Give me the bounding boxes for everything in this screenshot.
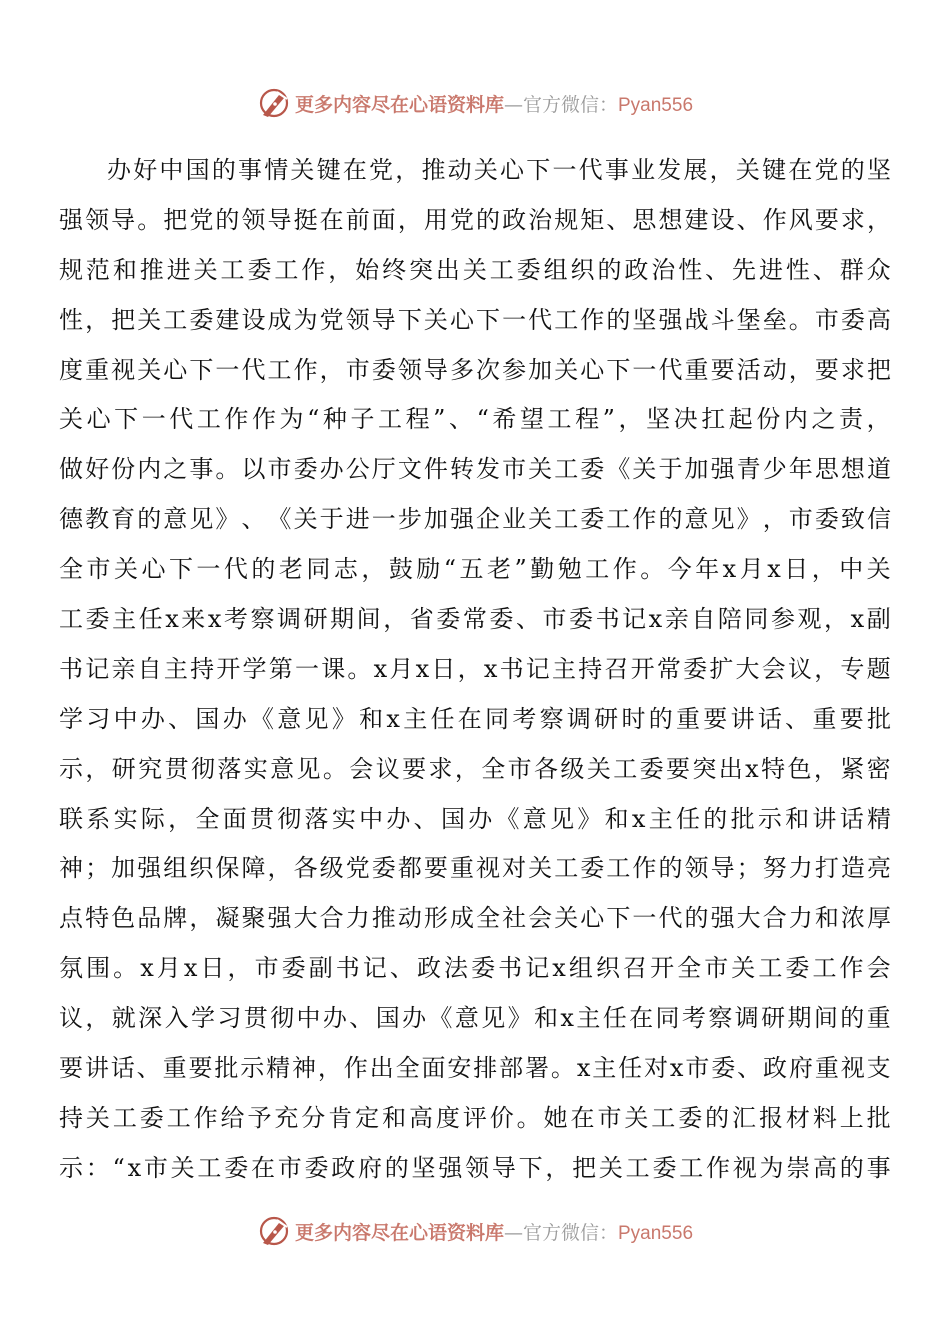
footer-banner-wechat: Pyan556: [618, 1222, 694, 1244]
footer-banner-dash: —: [503, 1221, 523, 1244]
text-line: 办 好 中 国 的 事 情 关 键 在 党 ， 推 动 关 心 下 一 代 事 业 发 展 ， 关 键 在 党 的 坚: [107, 156, 891, 184]
text-line: 氛 围 。 x 月 x 日 ， 市 委 副 书 记 、 政 法 委 书 记 x 组 织 召 开 全 市 关 工 委 工 作 会: [59, 954, 891, 983]
text-line: 工 委 主 任 x 来 x 考 察 调 研 期 间 ， 省 委 常 委 、 市 委 书 记 x 亲 自 陪 同 参 观 ， x 副: [59, 605, 891, 634]
header-banner-text: [295, 90, 693, 117]
text-line: 示 ， 研 究 贯 彻 落 实 意 见 。 会 议 要 求 ， 全 市 各 级 关 工 委 要 突 出 x 特 色 ， 紧 密: [59, 754, 891, 783]
text-line: 度 重 视 关 心 下 一 代 工 作 ， 市 委 领 导 多 次 参 加 关 心 下 一 代 重 要 活 动 ， 要 求 把: [59, 355, 891, 384]
text-line: 神 ； 加 强 组 织 保 障 ， 各 级 党 委 都 要 重 视 对 关 工 委 工 作 的 领 导 ； 努 力 打 造 亮: [59, 854, 891, 883]
text-line: 示 ： “ x 市 关 工 委 在 市 委 政 府 的 坚 强 领 导 下 ， 把 关 工 委 工 作 视 为 崇 高 的 事: [59, 1153, 891, 1182]
text-line: 强 领 导 。 把 党 的 领 导 挺 在 前 面 ， 用 党 的 政 治 规 矩 、 思 想 建 设 、 作 风 要 求 ，: [59, 205, 891, 234]
footer-banner-main: 更多内容尽在心语资料库: [294, 1221, 504, 1244]
text-line: 性 ， 把 关 工 委 建 设 成 为 党 领 导 下 关 心 下 一 代 工 作 的 坚 强 战 斗 堡 垒 。 市 委 高: [59, 305, 891, 334]
pen-nib-logo: [257, 1214, 291, 1248]
pen-nib-logo: [257, 86, 291, 120]
text-line: 议 ， 就 深 入 学 习 贯 彻 中 办 、 国 办 《 意 见 》 和 x 主 任 在 同 考 察 调 研 期 间 的 重: [59, 1004, 891, 1033]
text-line: 关 心 下 一 代 工 作 作 为 “ 种 子 工 程 ” 、 “ 希 望 工 程 ” ， 坚 决 扛 起 份 内 之 责 ，: [59, 405, 891, 434]
text-line: 要 讲 话 、 重 要 批 示 精 神 ， 作 出 全 面 安 排 部 署 。 x 主 任 对 x 市 委 、 政 府 重 视 支: [59, 1054, 891, 1083]
text-line: 点 特 色 品 牌 ， 凝 聚 强 大 合 力 推 动 形 成 全 社 会 关 心 下 一 代 的 强 大 合 力 和 浓 厚: [59, 904, 891, 933]
header-banner-wechat: Pyan556: [618, 94, 694, 116]
text-line: 联 系 实 际 ， 全 面 贯 彻 落 实 中 办 、 国 办 《 意 见 》 和 x 主 任 的 批 示 和 讲 话 精: [59, 804, 891, 833]
text-line: 规 范 和 推 进 关 工 委 工 作 ， 始 终 突 出 关 工 委 组 织 的 政 治 性 、 先 进 性 、 群 众: [59, 255, 891, 284]
header-watermark-banner: [0, 83, 950, 123]
text-line: 学 习 中 办 、 国 办 《 意 见 》 和 x 主 任 在 同 考 察 调 研 时 的 重 要 讲 话 、 重 要 批: [59, 704, 891, 733]
text-line: 持 关 工 委 工 作 给 予 充 分 肯 定 和 高 度 评 价 。 她 在 市 关 工 委 的 汇 报 材 料 上 批: [59, 1103, 891, 1132]
footer-banner-text: [295, 1218, 693, 1245]
text-line: 全 市 关 心 下 一 代 的 老 同 志 ， 鼓 励 “ 五 老 ” 勤 勉 工 作 。 今 年 x 月 x 日 ， 中 关: [59, 555, 891, 584]
article-body: [59, 146, 891, 1194]
text-line: 做 好 份 内 之 事 。 以 市 委 办 公 厅 文 件 转 发 市 关 工 委 《 关 于 加 强 青 少 年 思 想 道: [59, 455, 891, 484]
text-line: 德 教 育 的 意 见 》 、 《 关 于 进 一 步 加 强 企 业 关 工 委 工 作 的 意 见 》 ， 市 委 致 信: [59, 505, 891, 534]
footer-banner-label: 官方微信：: [522, 1221, 618, 1244]
header-banner-main: 更多内容尽在心语资料库: [294, 93, 504, 116]
text-line: 书 记 亲 自 主 持 开 学 第 一 课 。 x 月 x 日 ， x 书 记 主 持 召 开 常 委 扩 大 会 议 ， 专 题: [59, 654, 891, 683]
footer-watermark-banner: [0, 1211, 950, 1251]
header-banner-dash: —: [503, 93, 523, 116]
header-banner-label: 官方微信：: [522, 93, 618, 116]
